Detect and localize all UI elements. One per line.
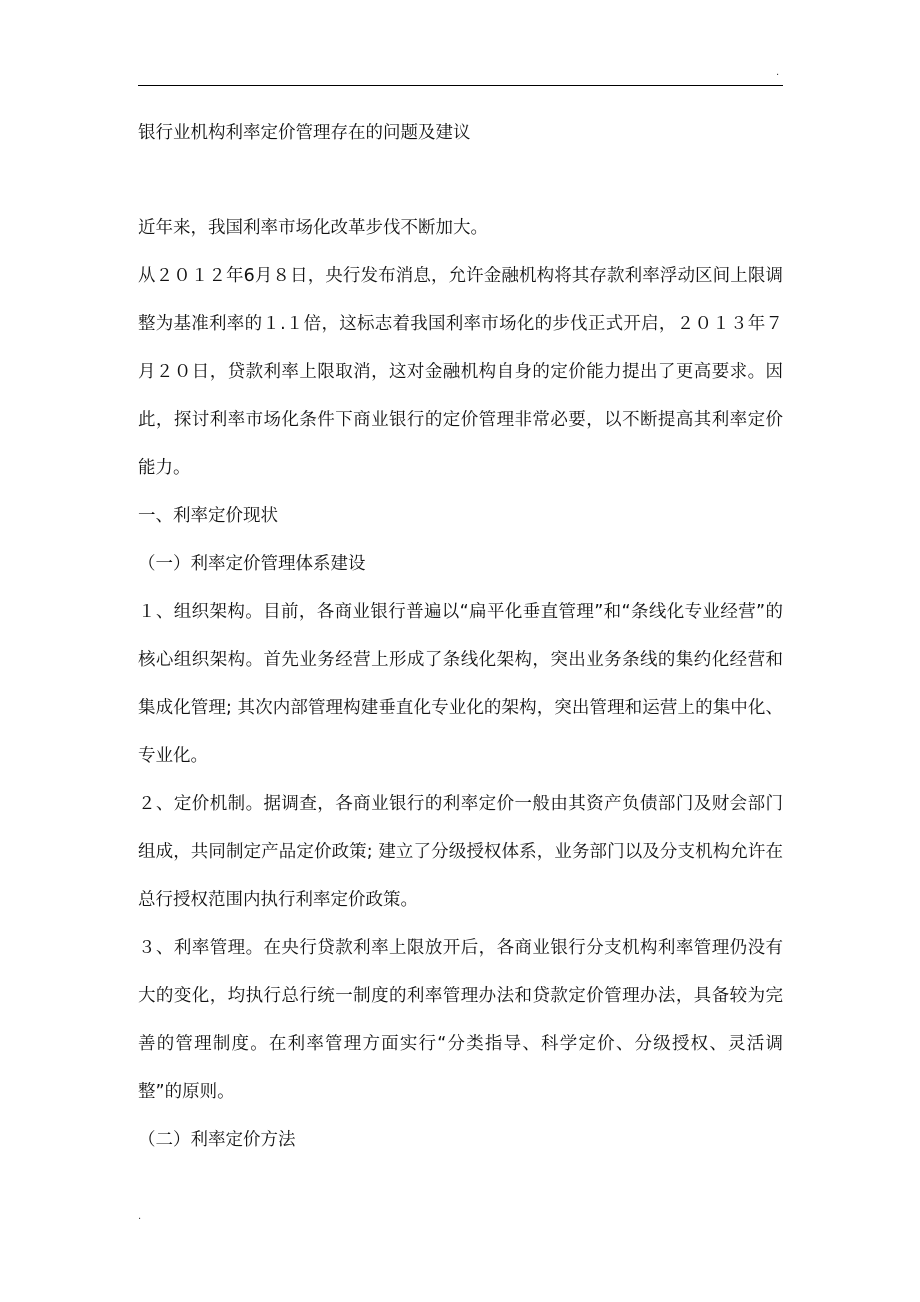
document-body (138, 117, 783, 1164)
paragraph-intro: 近年来，我国利率市场化改革步伐不断加大。 (138, 218, 488, 238)
footer-corner-mark: . (138, 1211, 142, 1222)
paragraph-background: 从２０１２年6月８日，央行发布消息，允许金融机构将其存款利率浮动区间上限调整为基准利率的１.１倍，这标志着我国利率市场化的步伐正式开启，２０１３年７月２０日，贷款利率上限取消，这对金融机构自身的定价能力提出了更高要求。因此，探讨利率市场化条件下商业银行的定价管理非常必要，以不断提高其利率定价能力。 (138, 266, 783, 478)
paragraph-pricing-mechanism: ２、定价机制。据调查，各商业银行的利率定价一般由其资产负债部门及财会部门组成，共同制定产品定价政策; 建立了分级授权体系，业务部门以及分支机构允许在总行授权范围内执行利率定价政策。 (138, 794, 783, 910)
paragraph-organization: １、组织架构。目前，各商业银行普遍以“扁平化垂直管理”和“条线化专业经营”的核心组织架构。首先业务经营上形成了条线化架构，突出业务条线的集约化经营和集成化管理; 其次内部管理构建垂直化专业化的架构，突出管理和运营上的集中化、专业化。 (138, 602, 783, 766)
paragraph-rate-management: ３、利率管理。在央行贷款利率上限放开后，各商业银行分支机构利率管理仍没有大的变化，均执行总行统一制度的利率管理办法和贷款定价管理办法，具备较为完善的管理制度。在利率管理方面实行“分类指导、科学定价、分级授权、灵活调整”的原则。 (138, 938, 783, 1102)
subsection-heading-1: （一）利率定价管理体系建设 (138, 554, 366, 574)
document-title: 银行业机构利率定价管理存在的问题及建议 (138, 123, 471, 143)
subsection-heading-2: （二）利率定价方法 (138, 1130, 296, 1150)
section-heading-1: 一、利率定价现状 (138, 506, 278, 526)
header-corner-mark: . (776, 67, 780, 78)
header-rule (138, 85, 783, 86)
